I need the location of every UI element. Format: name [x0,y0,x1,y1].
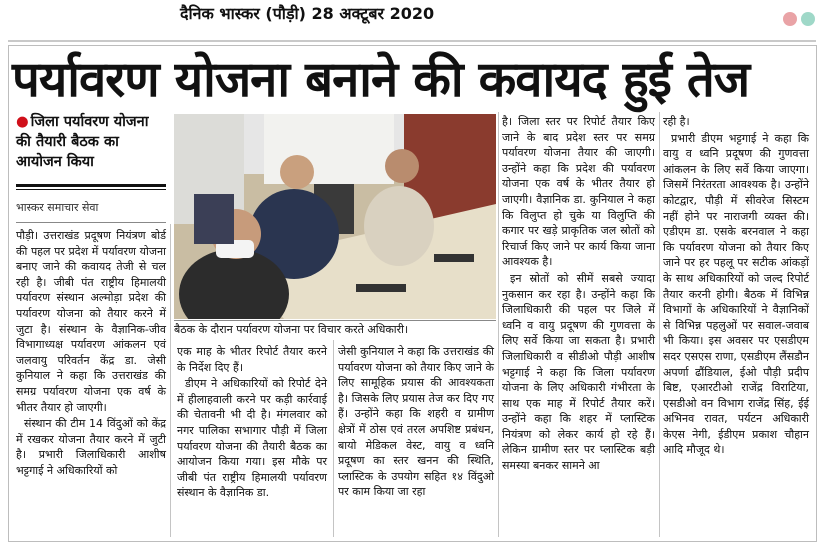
headline: पर्यावरण योजना बनाने की कवायद हुई तेज [12,51,750,108]
column-divider [170,224,171,537]
column-divider [333,340,334,537]
subheadline-text: जिला पर्यावरण योजना की तैयारी बैठक का आयोजन किया [16,114,149,170]
paragraph: संस्थान की टीम 14 विंदुओं को केंद्र में रखकर योजना तैयार करने में जुटी है। प्रभारी जिलाधिकारी आशीष भट्टगाई ने अधिकारियों को [16,417,166,477]
meeting-photo-image [174,114,496,319]
dot-icon [783,12,797,26]
bullet-icon: ● [16,114,29,130]
paragraph: डीएम ने अधिकारियों को रिपोर्ट देने में हीलाहवाली करने पर कड़ी कार्रवाई की चेतावनी भी दी है। मंगलवार को नगर पालिका सभागार पौड़ी में जिला पर्यावरण योजना की तैयारी बैठक का आयोजन किया गया। इस मौके पर जीबी पंत राष्ट्रीय हिमालयी पर्यावरण संस्थान के वैज्ञानिक डा. [177,377,327,500]
masthead-rule [8,40,816,42]
article-column-1 [16,228,166,480]
byline: भास्कर समाचार सेवा [16,201,99,214]
paragraph: प्रभारी डीएम भट्टगाई ने कहा कि वायु व ध्वनि प्रदूषण की गुणवत्ता आंकलन के लिए सर्वे किया जाएगा। जिसमें निरंतरता आवश्यक है। उन्होंने कोटद्वार, पौड़ी में सीवरेज सिस्टम नहीं होने पर नाराजगी व्यक्त की। एडीएम डा. एसके बरनवाल ने कहा कि पर्यावरण योजना को तैयार किए जाने पर हर पहलू पर सटीक आंकड़ों के साथ अधिकारियों को जल्द रिपोर्ट तैयार करनी होगी। बैठक में विभिन्न विभागों के अधिकारियों ने वैज्ञानिकों से विभिन्न पहलुओं पर सवाल-जवाब भी किया। इस अवसर पर एसडीएम सदर एसएस राणा, एसडीएम लैंसडौन अपर्णा ढौंडियाल, ईओ पौड़ी प्रदीप बिष्ट, एआरटीओ राजेंद्र विराटिया, एसडीओ वन विभाग राजेंद्र सिंह, ईई अभिनव रावत, पर्यटन अधिकारी केएस नेगी, ईडीएम प्रकाश चौहान आदि मौजूद थे। [663,131,809,457]
subheadline [16,112,166,172]
article-column-3 [338,344,494,501]
article-column-5 [663,114,809,459]
meeting-photo [174,114,496,319]
paragraph: जेसी कुनियाल ने कहा कि उत्तराखंड की पर्यावरण योजना को तैयार किए जाने के लिए सामूहिक प्रयास की आवश्यकता है। जिसके लिए प्रयास तेज कर दिए गए हैं। उन्होंने कहा कि शहरी व ग्रामीण क्षेत्रों में ठोस एवं तरल अपशिष्ट प्रबंधन, बायो मेडिकल वेस्ट, वायु व ध्वनि प्रदूषण का स्तर खनन की स्थिति, प्लास्टिक के उपयोग सहित १४ विंदुओ पर काम किया जा रहा [338,345,494,499]
paragraph: इन स्रोतों को सीमें सबसे ज्यादा नुकसान कर रहा है। उन्होंने कहा कि जिलाधिकारी की पहल पर जिले में ध्वनि व वायु प्रदूषण की गुणवत्ता के लिए सर्वे किया जा सकता है। प्रभारी जिलाधिकारी व सीडीओ पौड़ी आशीष भट्टगाई ने कहा कि जिला पर्यावरण योजना के लिए अधिकारी गंभीरता के साथ एक माह में रिपोर्ट तैयार करें। उन्होंने कहा कि शहर में प्लास्टिक नियंत्रण को लेकर कार्य हो रहे हैं। लेकिन ग्रामीण स्तर पर प्लास्टिक बड़ी समस्या बनकर सामने आ [502,271,655,473]
paragraph: है। जिला स्तर पर रिपोर्ट तैयार किए जाने के बाद प्रदेश स्तर पर समग्र पर्यावरण योजना तैयार की जाएगी। उन्होंने कहा कि प्रदेश की पर्यावरण योजना एक वर्ष के भीतर तैयार हो जाएगी। वैज्ञानिक डा. कुनियाल ने कहा कि विलुप्त हो चुके या विलुप्ति की कगार पर खड़े प्राकृतिक जल स्रोतों को रिचार्ज किए जाने पर कार्य किया जाना आवश्यक है। [502,115,655,269]
dot-icon [801,12,815,26]
article-column-4 [502,114,655,475]
byline-divider [16,222,166,223]
dateline: दैनिक भास्कर (पौड़ी) 28 अक्टूबर 2020 [180,4,435,23]
decorative-dots [783,12,815,26]
column-divider [659,112,660,537]
paragraph: एक माह के भीतर रिपोर्ट तैयार करने के निर्देश दिए हैं। [177,345,327,374]
article-column-2 [177,344,327,502]
subhead-divider [16,184,166,190]
column-divider [498,112,499,537]
masthead [0,0,825,42]
paragraph: रही है। [663,115,690,128]
paragraph: पौड़ी। उत्तराखंड प्रदूषण नियंत्रण बोर्ड की पहल पर प्रदेश में पर्यावरण योजना बनाए जाने की कवायद तेजी से चल रही है। जीबी पंत राष्ट्रीय हिमालयी पर्यावरण संस्थान अल्मोड़ा प्रदेश की पर्यावरण योजना को तैयार करने में जुटा है। संस्थान के वैज्ञानिक-जीव विभागाध्यक्ष पर्यावरण आंकलन एवं जलवायु परिवर्तन केंद्र डा. जेसी कुनियाल ने कहा कि उत्तराखंड की समग्र पर्यावरण योजना एक वर्ष के भीतर तैयार हो जाएगी। [16,229,166,414]
photo-caption: बैठक के दौरान पर्यावरण योजना पर विचार करते अधिकारी। [174,320,496,337]
